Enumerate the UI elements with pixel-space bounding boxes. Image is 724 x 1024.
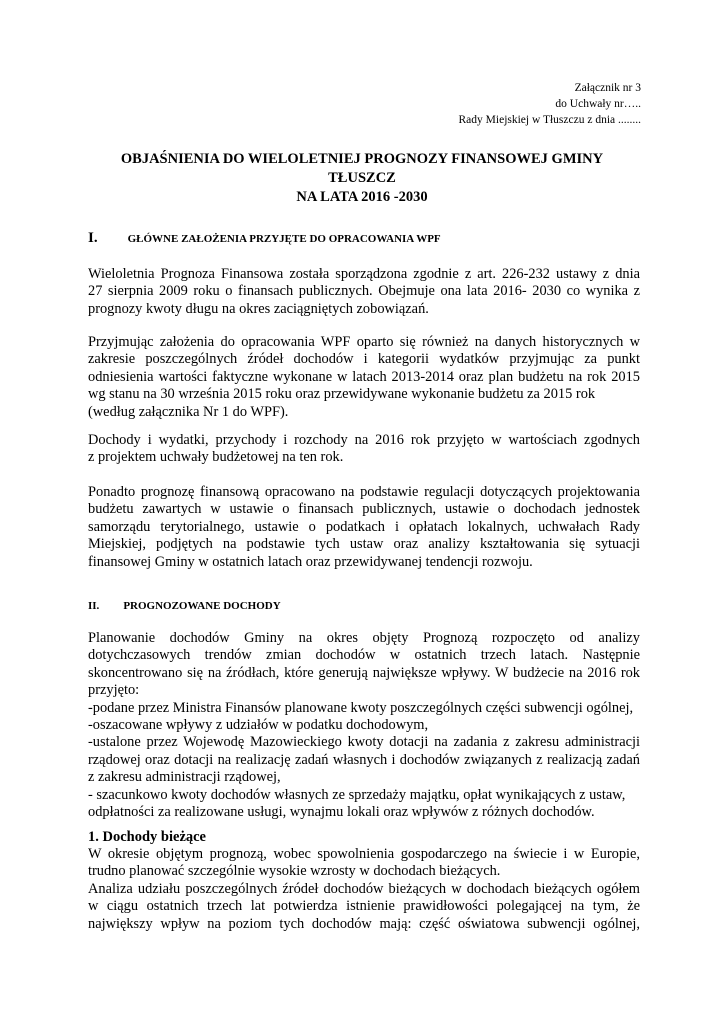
paragraph [88,846,640,933]
section-2-title: PROGNOZOWANE DOCHODY [123,600,281,612]
attachment-council: Rady Miejskiej w Tłuszczu z dnia ........ [458,114,641,126]
section-2-heading [88,596,281,614]
text-line: Ponadto prognozę finansową opracowano na podstawie regulacji dotyczących projektowania [88,484,640,500]
text-line: (według załącznika Nr 1 do WPF). [88,403,289,420]
text-line: wg stanu na 30 września 2015 roku oraz przewidywane wykonanie budżetu za 2015 rok [88,386,596,403]
section-1-number: I. [88,230,98,246]
paragraph [88,484,640,571]
section-2-number: II. [88,600,100,612]
paragraph [88,266,640,318]
attachment-number: Załącznik nr 3 [574,82,641,94]
title-line-3: NA LATA 2016 -2030 [296,189,428,205]
text-line: skoncentrowano się na źródłach, które generują największe wpływy. W budżecie na 2016 rok [88,664,640,681]
list-item: z zakresu administracji rządowej, [88,769,281,786]
title-line-2: TŁUSZCZ [328,170,396,186]
subsection-heading: 1. Dochody bieżące [88,829,206,845]
text-line: z projektem uchwały budżetowej na ten rok. [88,449,344,466]
section-1-title: GŁÓWNE ZAŁOŻENIA PRZYJĘTE DO OPRACOWANIA WPF [127,233,441,245]
list-item: rządowej oraz dotacji na realizację zadań własnych i dochodów związanych z realizacją zadań [88,751,640,768]
text-line: 27 sierpnia 2009 roku o finansach publicznych. Obejmuje ona lata 2016- 2030 co wynika z [88,283,640,300]
document-title [88,150,636,207]
text-line: odniesienia wartości faktyczne wykonane w latach 2013-2014 oraz plan budżetu na rok 2015 [88,368,640,385]
text-line: Planowanie dochodów Gminy na okres objęty Prognozą rozpoczęto od analizy [88,630,640,646]
list-item: -oszacowane wpływy z udziałów w podatku dochodowym, [88,716,429,733]
text-line: Przyjmując założenia do opracowania WPF oparto się również na danych historycznych w [88,334,640,350]
text-line: przyjęto: [88,682,140,699]
attachment-note [459,80,641,128]
text-line: W okresie objętym prognozą, wobec spowolnienia gospodarczego na świecie i w Europie, [88,846,640,862]
title-line-1: OBJAŚNIENIA DO WIELOLETNIEJ PROGNOZY FINANSOWEJ GMINY [120,151,604,167]
text-line: samorządu terytorialnego, ustawie o podatkach i opłatach lokalnych, uchwałach Rady [88,518,640,535]
text-line: Dochody i wydatki, przychody i rozchody na 2016 rok przyjęto w wartościach zgodnych [88,432,640,448]
text-line: budżetu zawartych w ustawie o finansach publicznych, ustawie o dochodach jednostek [88,501,640,518]
section-1-heading [88,229,441,247]
text-line: w ciągu ostatnich trzech lat potwierdza istnienie prawidłowości polegającej na tym, że [88,898,640,915]
list-item: -podane przez Ministra Finansów planowane kwoty poszczególnych części subwencji ogólnej, [88,699,634,716]
text-line: Wieloletnia Prognoza Finansowa została sporządzona zgodnie z art. 226-232 ustawy z dnia [88,266,640,282]
attachment-resolution: do Uchwały nr….. [555,98,641,110]
paragraph [88,334,640,421]
text-line: prognozy kwoty długu na okres zaciągniętych zobowiązań. [88,300,429,317]
text-line: dotychczasowych trendów zmian dochodów w ostatnich trzech latach. Następnie [88,647,640,664]
text-line: Miejskiej, podjętych na podstawie tych ustaw oraz analizy kształtowania się sytuacji [88,536,640,553]
list-item: -ustalone przez Wojewodę Mazowieckiego kwoty dotacji na zadania z zakresu administracji [88,734,640,751]
text-line: trudno planować szczególnie wysokie wzrosty w dochodach bieżących. [88,863,501,880]
text-line: finansowej Gminy w ostatnich latach oraz przewidywanej tendencji rozwoju. [88,553,533,570]
text-line: zakresie poszczególnych źródeł dochodów i kategorii wydatków przyjmując za punkt [88,351,640,368]
text-line: Analiza udziału poszczególnych źródeł dochodów bieżących w dochodach bieżących ogółem [88,880,640,897]
list-item: - szacunkowo kwoty dochodów własnych ze sprzedaży majątku, opłat wynikających z ustaw, [88,786,626,803]
paragraph [88,432,640,467]
list-item: odpłatności za realizowane usługi, wynajmu lokali oraz wpływów z różnych dochodów. [88,803,595,820]
text-line: największy wpływ na poziom tych dochodów mają: część oświatowa subwencji ogólnej, [88,915,640,932]
paragraph [88,630,640,821]
